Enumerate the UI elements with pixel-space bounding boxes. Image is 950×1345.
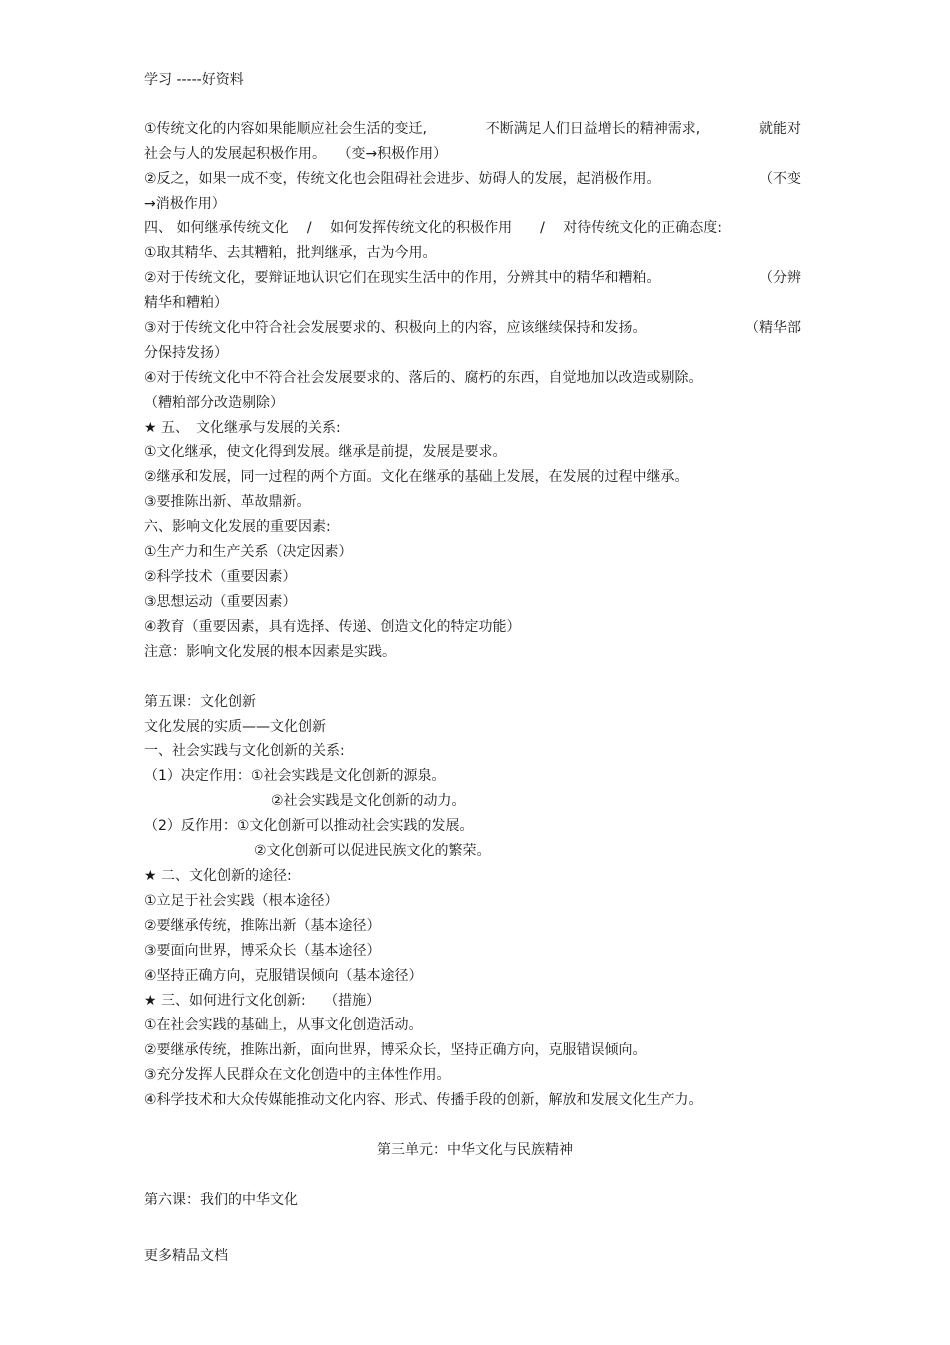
- paragraph-line: ③要面向世界，博采众长（基本途径）: [144, 943, 381, 959]
- section-heading: ★ 五、 文化继承与发展的关系:: [144, 420, 341, 436]
- paragraph-line: （糟粕部分改造剔除）: [144, 395, 284, 411]
- paragraph-line: 社会与人的发展起积极作用。 （变→积极作用）: [144, 146, 448, 162]
- paragraph-line: [144, 319, 801, 337]
- paragraph-line: ②要继承传统，推陈出新（基本途径）: [144, 918, 381, 934]
- section-heading: 六、影响文化发展的重要因素:: [144, 519, 331, 535]
- paragraph-line: ④教育（重要因素，具有选择、传递、创造文化的特定功能）: [144, 619, 521, 635]
- page-header: 学习 -----好资料: [144, 72, 244, 88]
- paragraph-line: ①在社会实践的基础上，从事文化创造活动。: [144, 1017, 423, 1033]
- paragraph-line: ④对于传统文化中不符合社会发展要求的、落后的、腐朽的东西，自觉地加以改造或剔除。: [144, 370, 703, 386]
- paragraph-line: [144, 120, 801, 138]
- paragraph-line: ②文化创新可以促进民族文化的繁荣。: [254, 843, 491, 859]
- paragraph-line: ②要继承传统，推陈出新，面向世界，博采众长，坚持正确方向，克服错误倾向。: [144, 1042, 647, 1058]
- text-segment: （分辨: [759, 270, 801, 286]
- lesson-title: 第六课：我们的中华文化: [144, 1192, 298, 1208]
- unit-title: 第三单元：中华文化与民族精神: [377, 1142, 573, 1158]
- section-heading: ★ 二、文化创新的途径:: [144, 868, 292, 884]
- section-heading: ★ 三、如何进行文化创新: （措施）: [144, 993, 381, 1009]
- paragraph-line: （2）反作用：①文化创新可以推动社会实践的发展。: [144, 818, 474, 834]
- paragraph-line: 精华和糟粕）: [144, 295, 228, 311]
- paragraph-line: ①生产力和生产关系（决定因素）: [144, 544, 353, 560]
- lesson-title: 第五课：文化创新: [144, 694, 256, 710]
- paragraph-line: ①取其精华、去其糟粕，批判继承，古为今用。: [144, 245, 437, 261]
- text-segment: ③对于传统文化中符合社会发展要求的、积极向上的内容，应该继续保持和发扬。: [144, 320, 647, 336]
- paragraph-line: →消极作用）: [144, 196, 226, 212]
- paragraph-line: ①文化继承，使文化得到发展。继承是前提，发展是要求。: [144, 444, 507, 460]
- paragraph-line: ②社会实践是文化创新的动力。: [271, 793, 466, 809]
- text-segment: （精华部: [745, 320, 801, 336]
- text-segment: 不断满足人们日益增长的精神需求,: [485, 121, 701, 137]
- paragraph-line: （1）决定作用：①社会实践是文化创新的源泉。: [144, 768, 446, 784]
- text-segment: ①传统文化的内容如果能顺应社会生活的变迁,: [144, 121, 427, 137]
- section-heading: 一、社会实践与文化创新的关系:: [144, 743, 345, 759]
- paragraph-line: ③思想运动（重要因素）: [144, 594, 297, 610]
- text-segment: ②反之，如果一成不变，传统文化也会阻碍社会进步、妨碍人的发展，起消极作用。: [144, 171, 661, 187]
- paragraph-line: ④坚持正确方向，克服错误倾向（基本途径）: [144, 968, 423, 984]
- paragraph-line: ③充分发挥人民群众在文化创造中的主体性作用。: [144, 1067, 451, 1083]
- page-footer: 更多精品文档: [144, 1248, 228, 1264]
- paragraph-line: [144, 170, 801, 188]
- paragraph-line: 文化发展的实质——文化创新: [144, 719, 326, 735]
- paragraph-line: ②科学技术（重要因素）: [144, 569, 297, 585]
- paragraph-line: [144, 269, 801, 287]
- text-segment: 就能对: [758, 121, 801, 137]
- paragraph-line: 注意：影响文化发展的根本因素是实践。: [144, 644, 396, 660]
- paragraph-line: 分保持发扬）: [144, 345, 228, 361]
- paragraph-line: ③要推陈出新、革故鼎新。: [144, 494, 311, 510]
- text-segment: （不变: [759, 171, 801, 187]
- paragraph-line: ②继承和发展，同一过程的两个方面。文化在继承的基础上发展，在发展的过程中继承。: [144, 469, 689, 485]
- text-segment: ②对于传统文化，要辩证地认识它们在现实生活中的作用，分辨其中的精华和糟粕。: [144, 270, 661, 286]
- paragraph-line: ①立足于社会实践（根本途径）: [144, 893, 339, 909]
- paragraph-line: ④科学技术和大众传媒能推动文化内容、形式、传播手段的创新，解放和发展文化生产力。: [144, 1092, 703, 1108]
- section-heading: 四、 如何继承传统文化 / 如何发挥传统文化的积极作用 / 对待传统文化的正确态度:: [144, 220, 722, 236]
